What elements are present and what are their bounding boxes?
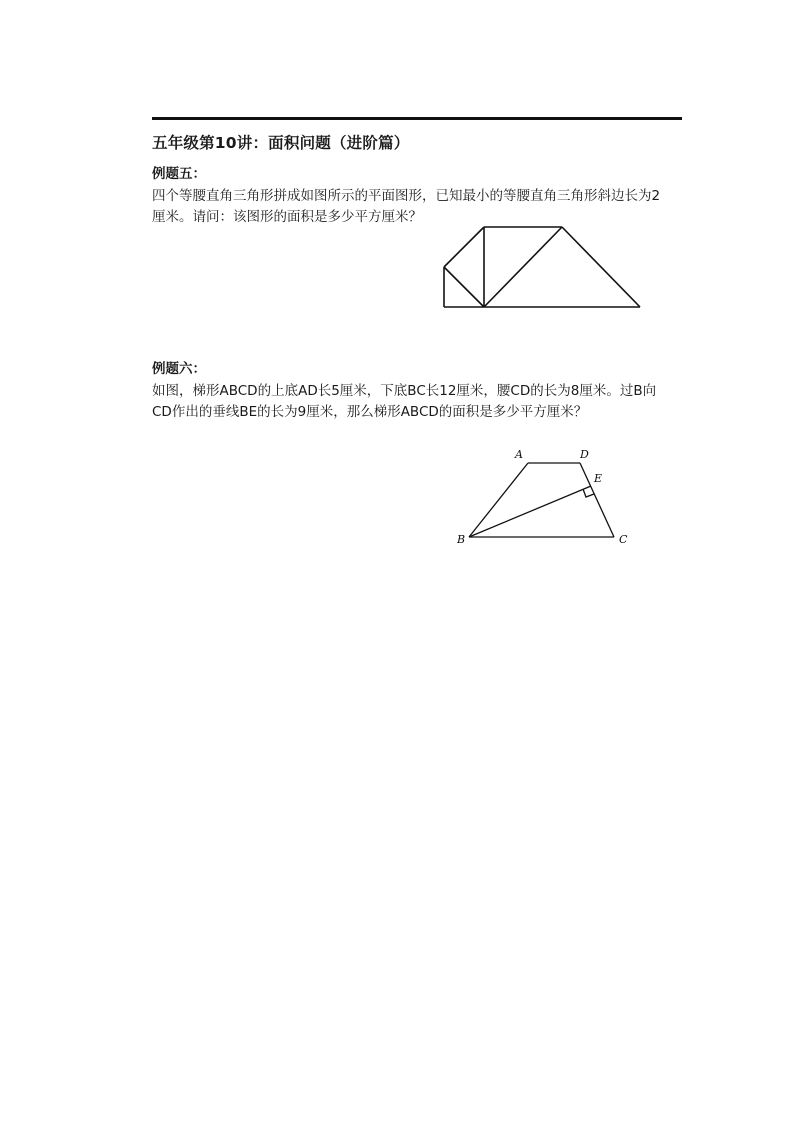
fig5-small-top bbox=[444, 227, 484, 267]
perpendicular-be bbox=[469, 486, 591, 537]
label-c: C bbox=[619, 533, 628, 546]
example5-heading: 例题五： bbox=[152, 166, 206, 182]
page-title: 五年级第10讲：面积问题（进阶篇） bbox=[152, 134, 410, 152]
label-a: A bbox=[515, 448, 523, 461]
example5-figure bbox=[440, 224, 650, 314]
example6-heading: 例题六： bbox=[152, 361, 206, 377]
header-rule bbox=[152, 117, 682, 120]
fig5-mid-hyp bbox=[484, 227, 562, 307]
fig5-right-edge bbox=[562, 227, 640, 307]
fig5-small-hyp bbox=[444, 267, 484, 307]
label-d: D bbox=[580, 448, 589, 461]
label-e: E bbox=[594, 472, 603, 485]
example6-figure bbox=[450, 442, 640, 552]
example5-line-1: 四个等腰直角三角形拼成如图所示的平面图形，已知最小的等腰直角三角形斜边长为2 bbox=[152, 188, 661, 204]
example6-line-1: 如图，梯形ABCD的上底AD长5厘米，下底BC长12厘米，腰CD的长为8厘米。过B向 bbox=[152, 383, 657, 399]
example6-line-2: CD作出的垂线BE的长为9厘米，那么梯形ABCD的面积是多少平方厘米？ bbox=[152, 404, 588, 420]
label-b: B bbox=[457, 533, 466, 546]
example5-line-2: 厘米。请问：该图形的面积是多少平方厘米？ bbox=[152, 209, 422, 225]
trapezoid-leg-ab bbox=[469, 463, 528, 537]
